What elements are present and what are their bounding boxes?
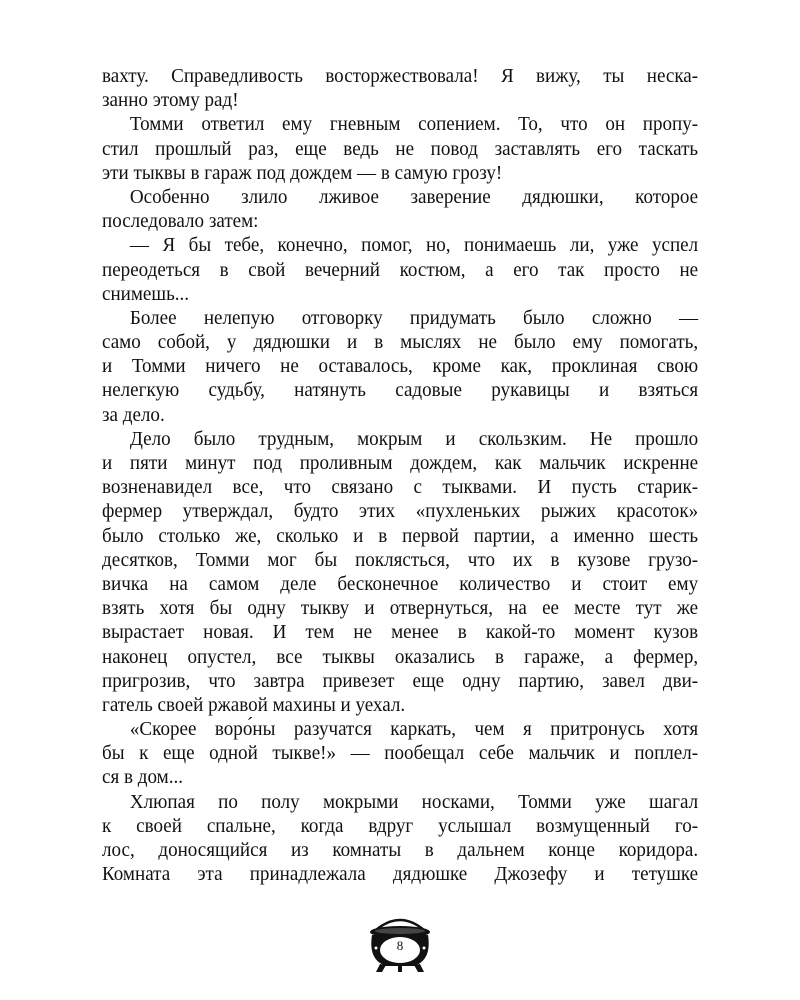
text-line: Хлюпая по полу мокрыми носками, Томми уже шагал <box>129 790 699 813</box>
text-line: снимешь... <box>102 282 190 305</box>
text-line: десятков, Томми мог бы поклясться, что их в кузове грузо- <box>102 548 699 571</box>
text-line: за дело. <box>102 403 165 426</box>
text-line: Особенно злило лживое заверение дядюшки, которое <box>129 185 699 208</box>
text-line: Комната эта принадлежала дядюшке Джозефу и тетушке <box>102 863 699 886</box>
text-line: взять хотя бы одну тыкву и отвернуться, на ее месте тут же <box>102 597 699 620</box>
text-line: нелегкую судьбу, натянуть садовые рукавицы и взяться <box>102 379 699 402</box>
text-line: Томми ответил ему гневным сопением. То, что он пропу- <box>129 113 699 136</box>
page-number: 8 <box>396 938 404 953</box>
text-line: вырастает новая. И тем не менее в какой-то момент кузов <box>102 621 699 644</box>
text-line: фермер утверждал, будто этих «пухленьких рыжих красоток» <box>102 500 699 523</box>
text-line: и пяти минут под проливным дождем, как мальчик искренне <box>102 452 699 474</box>
body-text <box>102 64 698 886</box>
text-line: «Скорее воро́ны разучатся каркать, чем я притронусь хотя <box>129 718 699 741</box>
text-line: Более нелепую отговорку придумать было сложно — <box>129 306 699 329</box>
text-line: — Я бы тебе, конечно, помог, но, понимаешь ли, уже успел <box>129 234 699 257</box>
text-line: было столько же, сколько и в первой партии, а именно шесть <box>102 524 699 547</box>
page-footer <box>362 908 438 974</box>
text-line: и Томми ничего не оставалось, кроме как, проклиная свою <box>102 355 699 378</box>
text-line: возненавидел все, что связано с тыквами. И пусть старик- <box>102 476 699 499</box>
text-line: ся в дом... <box>102 766 184 789</box>
text-line: эти тыквы в гараж под дождем — в самую грозу! <box>102 161 503 184</box>
text-line: гатель своей ржавой махины и уехал. <box>102 693 406 716</box>
text-line: вахту. Справедливость восторжествовала! Я вижу, ты неска- <box>102 65 699 87</box>
text-line: бы к еще одной тыкве!» — пообещал себе мальчик и поплел- <box>102 742 699 765</box>
text-line: лос, доносящийся из комнаты в дальнем конце коридора. <box>102 839 699 861</box>
text-line: само собой, у дядюшки и в мыслях не было ему помогать, <box>102 331 699 354</box>
text-line: стил прошлый раз, еще ведь не повод заставлять его таскать <box>102 137 699 160</box>
text-line: последовало затем: <box>102 210 259 233</box>
text-line: пригрозив, что завтра привезет еще одну партию, завел дви- <box>102 669 699 692</box>
text-line: вичка на самом деле бесконечное количество и стоит ему <box>102 572 699 595</box>
text-line: к своей спальне, когда вдруг услышал возмущенный го- <box>102 814 699 837</box>
text-line: наконец опустел, все тыквы оказались в гараже, а фермер, <box>102 645 699 668</box>
text-line: Дело было трудным, мокрым и скользким. Не прошло <box>129 427 699 450</box>
text-line: занно этому рад! <box>102 89 239 112</box>
text-line: переодеться в свой вечерний костюм, а его так просто не <box>102 258 699 281</box>
